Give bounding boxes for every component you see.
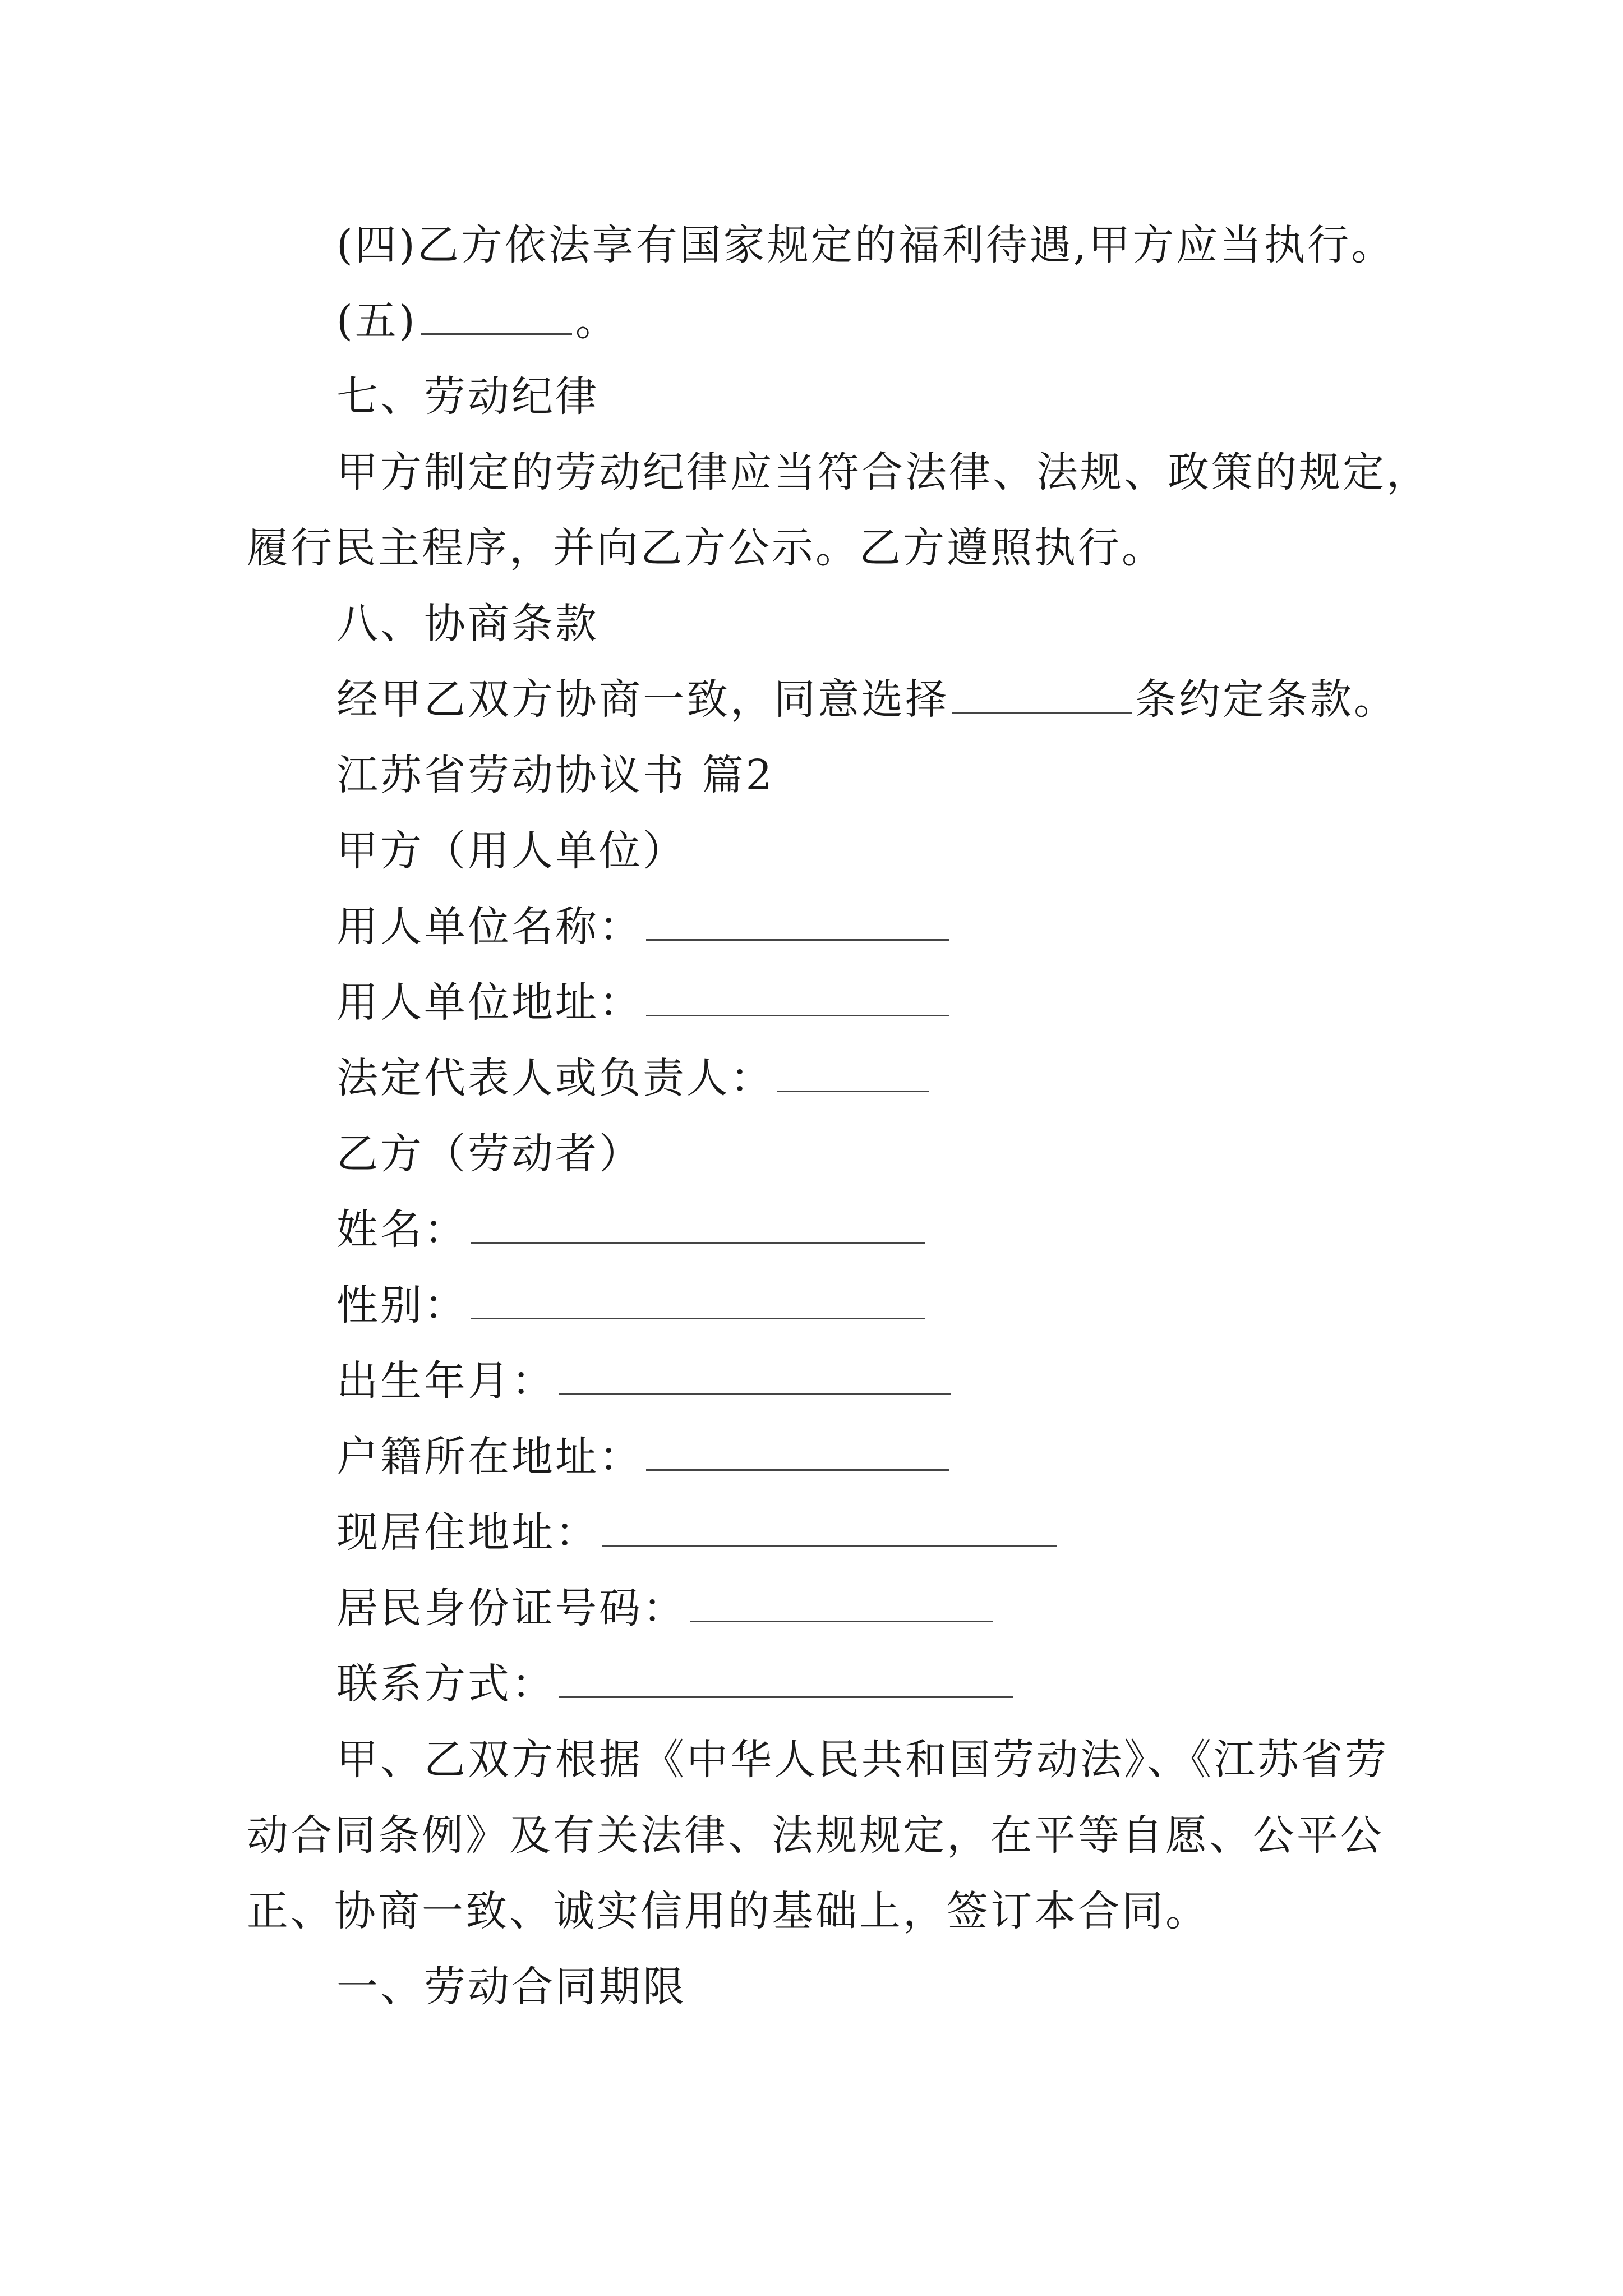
field-label: 法定代表人或负责人： [336,1054,774,1102]
contact-field [336,1656,1016,1712]
field-label: 姓名： [336,1205,468,1254]
text: 。 [575,297,619,345]
employer-address-field [336,974,952,1030]
text: 八、协商条款 [336,600,599,648]
id-number-field [336,1580,996,1636]
text: 七、劳动纪律 [336,372,599,421]
section-7-heading [336,369,599,425]
gender-field [336,1277,929,1333]
text: 正、协商一致、诚实信用的基础上，签订本合同。 [247,1887,1209,1935]
section-8-heading [336,596,599,652]
text: (四)乙方依法享有国家规定的福利待遇,甲方应当执行。 [336,221,1395,269]
household-address-blank[interactable] [646,1430,949,1471]
clause-4-welfare [336,217,1395,273]
fill-blank[interactable] [421,294,572,335]
contact-blank[interactable] [559,1657,1013,1698]
gender-blank[interactable] [471,1278,925,1319]
text: 履行民主程序，并向乙方公示。乙方遵照执行。 [247,524,1165,572]
field-label: 用人单位名称： [336,903,643,951]
field-label: 居民身份证号码： [336,1584,686,1632]
field-label: 用人单位地址： [336,978,643,1027]
birth-date-field [336,1353,955,1409]
preamble-paragraph-cont-2 [247,1883,1209,1939]
current-address-field [336,1504,1060,1561]
text: 乙方（劳动者） [336,1130,643,1178]
field-label: 户籍所在地址： [336,1433,643,1481]
text: 一、劳动合同期限 [336,1963,686,2011]
text: 经甲乙双方协商一致，同意选择 [336,675,949,724]
fill-blank[interactable] [952,673,1132,714]
party-a-heading [336,823,686,879]
employer-address-blank[interactable] [646,976,949,1016]
field-label: 性别： [336,1281,468,1329]
household-address-field [336,1429,952,1485]
paragraph-negotiation [336,671,1398,728]
paragraph-labor-discipline [336,444,1430,500]
field-label: 出生年月： [336,1357,555,1405]
paragraph-labor-discipline-cont [247,520,1165,576]
preamble-paragraph-cont-1 [247,1807,1384,1864]
text: 甲方制定的劳动纪律应当符合法律、法规、政策的规定， [336,448,1430,496]
text: (五) [336,297,417,345]
id-number-blank[interactable] [690,1581,993,1622]
text: 江苏省劳动协议书 篇2 [336,751,774,799]
preamble-paragraph [336,1732,1389,1788]
name-field [336,1202,929,1258]
field-label: 现居住地址： [336,1508,599,1557]
name-blank[interactable] [471,1203,925,1244]
birth-date-blank[interactable] [559,1354,951,1395]
text: 甲方（用人单位） [336,827,686,875]
clause-5-blank [336,293,619,349]
text: 动合同条例》及有关法律、法规规定，在平等自愿、公平公 [247,1811,1384,1860]
document-2-title [336,747,774,803]
party-b-heading [336,1126,643,1182]
legal-representative-blank[interactable] [777,1051,929,1092]
text: 甲、乙双方根据《中华人民共和国劳动法》、《江苏省劳 [336,1736,1389,1784]
current-address-blank[interactable] [602,1506,1057,1547]
legal-representative-field [336,1050,932,1106]
employer-name-field [336,899,952,955]
section-1-heading [336,1959,686,2015]
field-label: 联系方式： [336,1660,555,1708]
text: 条约定条款。 [1135,675,1398,724]
employer-name-blank[interactable] [646,900,949,941]
